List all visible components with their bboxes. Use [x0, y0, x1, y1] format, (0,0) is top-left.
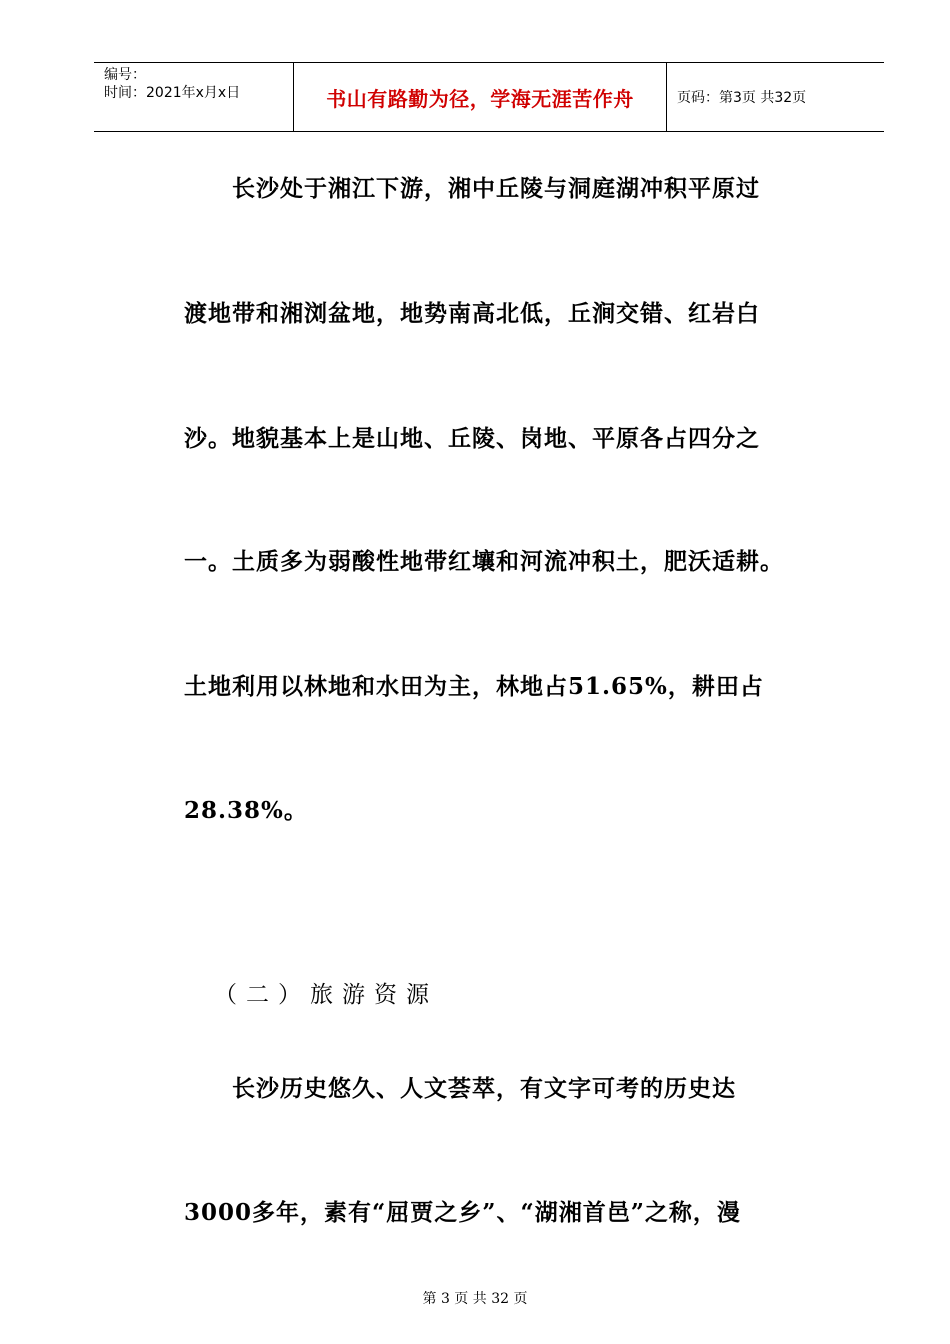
page-header — [94, 62, 884, 132]
body-line-8: 3000多年，素有“屈贾之乡”、“湖湘首邑”之称，漫 — [184, 1199, 741, 1226]
body-line-1: 长沙处于湘江下游，湘中丘陵与洞庭湖冲积平原过 — [232, 175, 760, 202]
body-line-6: 28.38%。 — [184, 797, 308, 824]
body-line-3: 沙。地貌基本上是山地、丘陵、岗地、平原各占四分之 — [184, 425, 760, 452]
serial-label: 编号： — [104, 67, 146, 83]
body-line-4: 一。土质多为弱酸性地带红壤和河流冲积土，肥沃适耕。 — [184, 548, 784, 575]
header-motto: 书山有路勤为径，学海无涯苦作舟 — [294, 63, 667, 131]
header-meta — [94, 63, 294, 131]
date-label: 时间：2021年x月x日 — [104, 85, 241, 101]
body-line-5: 土地利用以林地和水田为主，林地占51.65%，耕田占 — [184, 673, 764, 700]
header-page-info: 页码：第3页 共32页 — [677, 90, 807, 106]
body-line-2: 渡地带和湘浏盆地，地势南高北低，丘涧交错、红岩白 — [184, 300, 760, 327]
section-title: （二）旅游资源 — [214, 982, 438, 1008]
page-footer: 第 3 页 共 32 页 — [422, 1291, 528, 1307]
body-line-7: 长沙历史悠久、人文荟萃，有文字可考的历史达 — [232, 1075, 736, 1102]
